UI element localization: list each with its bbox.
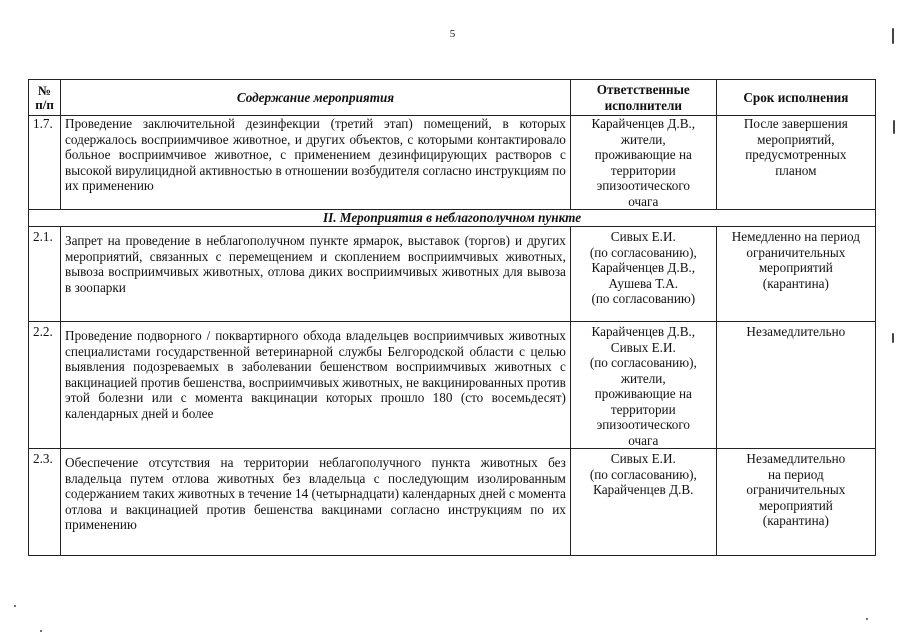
term-line: ограничительных	[746, 244, 846, 260]
header-responsible: Ответственные исполнители	[570, 80, 716, 116]
responsible-line: (по согласованию),	[589, 355, 697, 370]
row-content: Проведение подворного / поквартирного обхода владельцев восприимчивых животных специалистами государственной ветеринарной службы Белгородской области с целью выявления подозреваемых в заболевании бешенством восприимчивых животных с вакцинацией против бешенства, восприимчивых животных, не вакцинированных против этой болезни или с момента вакцинации которых прошло 180 (сто восемьдесят) календарных дней и более	[61, 322, 571, 449]
term-line: мероприятий,	[757, 131, 835, 147]
term-line: Незамедлительно	[746, 451, 846, 466]
scan-speck	[14, 605, 16, 607]
responsible-line: очага	[628, 432, 659, 448]
term-line: После завершения	[743, 116, 848, 131]
row-content: Запрет на проведение в неблагополучном пункте ярмарок, выставок (торгов) и других мероприятий, связанных с перемещением и скоплением восприимчивых животных, вывоза восприимчивых животных, отлова диких восприимчивых животных для вывоза в зоопарки	[61, 227, 571, 322]
row-responsible	[570, 116, 716, 210]
term-line: (карантина)	[762, 513, 829, 528]
responsible-line: Карайченцев Д.В.	[593, 482, 694, 497]
row-content: Обеспечение отсутствия на территории неблагополучного пункта животных без владельца путем отлова животных без владельца с последующим изолированным содержанием таких животных в течение 14 (четырнадцати) календарных дней с момента отлова и вакцинацией против бешенства вакцинами согласно инструкциям по их применению	[61, 449, 571, 556]
row-responsible	[570, 227, 716, 322]
scan-speck	[892, 28, 894, 44]
responsible-line: Карайченцев Д.В.,	[591, 260, 696, 275]
responsible-line: жители,	[620, 131, 666, 147]
responsible-line: проживающие на	[594, 386, 692, 401]
row-term	[716, 227, 875, 322]
table-row	[29, 227, 876, 322]
responsible-line: эпизоотического	[596, 178, 690, 193]
term-line: ограничительных	[746, 482, 846, 497]
row-num: 2.1.	[29, 227, 61, 322]
table-row	[29, 322, 876, 449]
row-num: 2.2.	[29, 322, 61, 449]
scan-speck	[40, 630, 42, 632]
term-line: (карантина)	[762, 275, 829, 291]
term-line: планом	[775, 162, 817, 178]
responsible-line: (по согласованию),	[589, 466, 697, 482]
row-term	[716, 116, 875, 210]
responsible-line: Аушева Т.А.	[608, 275, 679, 291]
table-header-row	[29, 80, 876, 116]
row-term	[716, 449, 875, 556]
page-number: 5	[449, 28, 456, 40]
header-term: Срок исполнения	[716, 80, 875, 116]
section-row	[29, 210, 876, 227]
row-responsible	[570, 449, 716, 556]
row-num: 2.3.	[29, 449, 61, 556]
responsible-line: Сивых Е.И.	[610, 451, 676, 466]
term-line: предусмотренных	[745, 147, 847, 162]
responsible-line: Карайченцев Д.В.,	[591, 116, 696, 131]
row-content: Проведение заключительной дезинфекции (третий этап) помещений, в которых содержалось восприимчивое животное, и других объектов, с которыми контактировало больное восприимчивое животное, с применением дезинфицирующих растворов с высокой вирулицидной активностью в отношении возбудителя согласно инструкциям по их применению	[61, 116, 571, 210]
responsible-line: Карайченцев Д.В.,	[591, 324, 696, 339]
term-line: мероприятий	[758, 497, 833, 513]
table-row	[29, 116, 876, 210]
header-content: Содержание мероприятия	[61, 80, 571, 116]
responsible-line: Сивых Е.И.	[610, 339, 676, 355]
responsible-line: проживающие на	[594, 147, 692, 162]
row-responsible	[570, 322, 716, 449]
table-row	[29, 449, 876, 556]
scan-speck	[893, 120, 895, 134]
term-line: Незамедлительно	[746, 324, 846, 339]
scan-speck	[866, 618, 868, 620]
scan-speck	[892, 333, 894, 343]
term-line: мероприятий	[758, 260, 833, 275]
measures-table	[28, 79, 876, 556]
responsible-line: Сивых Е.И.	[610, 229, 676, 244]
term-line: на период	[768, 466, 824, 482]
row-term	[716, 322, 875, 449]
responsible-line: эпизоотического	[596, 417, 690, 432]
responsible-line: (по согласованию),	[589, 244, 697, 260]
term-line: Немедленно на период	[731, 229, 860, 244]
section-title: II. Мероприятия в неблагополучном пункте	[29, 210, 876, 227]
row-num: 1.7.	[29, 116, 61, 210]
responsible-line: территории	[610, 162, 676, 178]
responsible-line: (по согласованию)	[591, 291, 696, 306]
header-num: № п/п	[29, 80, 61, 116]
responsible-line: жители,	[620, 370, 666, 386]
responsible-line: территории	[610, 401, 676, 417]
responsible-line: очага	[628, 193, 659, 209]
